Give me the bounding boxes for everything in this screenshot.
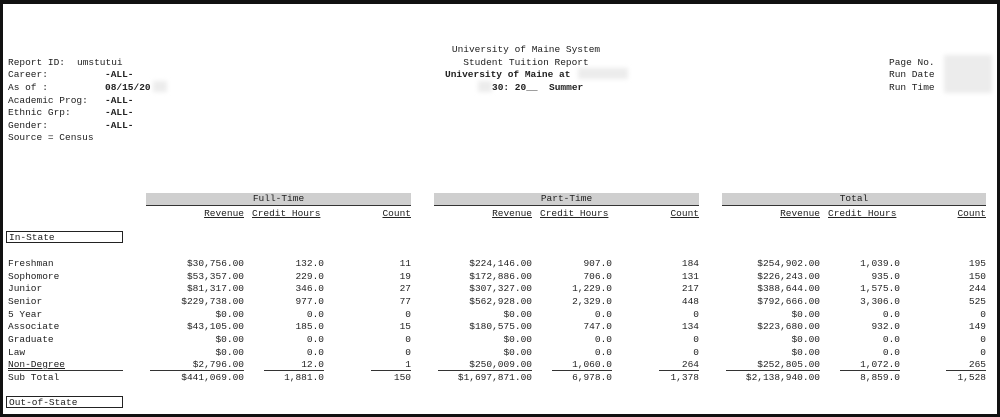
col-header-credit-hours: Credit Hours [252,208,321,219]
table-cell: $250,009.00 [469,359,532,370]
table-cell: 150 [968,271,986,282]
table-cell: 217 [681,283,699,294]
col-header-revenue: Revenue [492,208,532,219]
row-label: Sub Total [8,372,60,383]
as-of-label: As of : [8,82,48,93]
subtotal-rule [8,370,123,371]
table-cell: $0.00 [215,309,244,320]
table-cell: $2,796.00 [192,359,244,370]
table-cell: 0.0 [306,347,324,358]
term-redacted-mark: _ [526,82,532,93]
table-cell: $223,680.00 [757,321,820,332]
subtotal-rule [264,370,324,371]
term [492,82,583,93]
group-rule [434,205,699,206]
table-cell: 264 [681,359,699,370]
table-cell: 11 [399,258,411,269]
col-header-count: Count [382,208,411,219]
campus-name: University of Maine at [445,69,571,80]
table-cell: 0 [980,309,986,320]
run-time-label: Run Time [889,82,935,93]
report-id-label: Report ID: [8,57,66,68]
col-header-credit-hours: Credit Hours [540,208,609,219]
table-cell: 1,528 [957,372,986,383]
table-cell: 0.0 [882,347,900,358]
ethnic-label: Ethnic Grp: [8,107,71,118]
table-cell: 706.0 [583,271,612,282]
table-cell: $43,105.00 [186,321,244,332]
group-header-part-time: Part-Time [434,193,699,205]
table-cell: 1,060.0 [572,359,612,370]
table-cell: 1,575.0 [860,283,900,294]
redacted-campus [578,68,628,79]
row-label: Law [8,347,26,358]
subtotal-rule [659,370,699,371]
table-cell: $307,327.00 [469,283,532,294]
table-cell: 1,378 [670,372,699,383]
subtotal-rule [946,370,986,371]
subtotal-rule [150,370,244,371]
redacted-year [153,81,167,92]
table-cell: $0.00 [215,347,244,358]
term-season: Summer [549,82,584,93]
table-cell: $0.00 [503,334,532,345]
source-note: Source = Census [8,132,94,143]
table-cell: 132.0 [295,258,324,269]
table-cell: 265 [968,359,986,370]
table-cell: 229.0 [295,271,324,282]
table-cell: $0.00 [215,334,244,345]
table-cell: 0.0 [882,334,900,345]
table-cell: $2,138,940.00 [745,372,820,383]
row-label: Senior [8,296,43,307]
subtotal-rule [438,370,532,371]
table-cell: 0.0 [594,334,612,345]
table-cell: 195 [968,258,986,269]
report-title: Student Tuition Report [463,57,589,68]
table-cell: 1,039.0 [860,258,900,269]
table-cell: $254,902.00 [757,258,820,269]
table-cell: 184 [681,258,699,269]
table-cell: 8,859.0 [860,372,900,383]
acad-prog-value: -ALL- [105,95,134,106]
page-no-label: Page No. [889,57,935,68]
table-cell: $0.00 [503,347,532,358]
group-header-total: Total [722,193,986,205]
table-cell: 0 [980,334,986,345]
table-cell: 346.0 [295,283,324,294]
table-cell: $229,738.00 [181,296,244,307]
table-cell: 907.0 [583,258,612,269]
table-cell: 150 [393,372,411,383]
section-in-state: In-State [6,231,123,243]
report-id: umstutui [77,57,123,68]
col-header-credit-hours: Credit Hours [828,208,897,219]
row-label: Junior [8,283,43,294]
table-cell: 131 [681,271,699,282]
ethnic-value: -ALL- [105,107,134,118]
table-cell: 747.0 [583,321,612,332]
table-cell: 0.0 [306,309,324,320]
table-cell: $252,805.00 [757,359,820,370]
table-cell: $30,756.00 [186,258,244,269]
table-cell: $1,697,871.00 [457,372,532,383]
table-cell: 1 [405,359,411,370]
table-cell: 185.0 [295,321,324,332]
table-cell: 0 [405,347,411,358]
table-cell: $224,146.00 [469,258,532,269]
row-label: Freshman [8,258,54,269]
table-cell: $0.00 [503,309,532,320]
table-cell: 0 [980,347,986,358]
career-label: Career: [8,69,48,80]
row-label: Non-Degree [8,359,66,370]
table-cell: $562,928.00 [469,296,532,307]
table-cell: $0.00 [791,334,820,345]
table-cell: 932.0 [871,321,900,332]
table-cell: 1,881.0 [284,372,324,383]
term-code: 30: 20 [492,82,527,93]
gender-value: -ALL- [105,120,134,131]
table-cell: 1,229.0 [572,283,612,294]
table-cell: $53,357.00 [186,271,244,282]
redacted-term-code [478,81,492,92]
table-cell: $792,666.00 [757,296,820,307]
table-cell: 1,072.0 [860,359,900,370]
table-cell: 3,306.0 [860,296,900,307]
table-cell: $172,886.00 [469,271,532,282]
career-value: -ALL- [105,69,134,80]
table-cell: $441,069.00 [181,372,244,383]
col-header-revenue: Revenue [780,208,820,219]
table-cell: 27 [399,283,411,294]
row-label: 5 Year [8,309,43,320]
group-rule [146,205,411,206]
redacted-run-info [944,55,992,93]
row-label: Graduate [8,334,54,345]
as-of-value: 08/15/20 [105,82,151,93]
table-cell: $226,243.00 [757,271,820,282]
group-header-full-time: Full-Time [146,193,411,205]
table-cell: 448 [681,296,699,307]
table-cell: $81,317.00 [186,283,244,294]
group-rule [722,205,986,206]
row-label: Associate [8,321,60,332]
acad-prog-label: Academic Prog: [8,95,88,106]
table-cell: 977.0 [295,296,324,307]
table-cell: $388,644.00 [757,283,820,294]
table-cell: 0.0 [594,309,612,320]
subtotal-rule [840,370,900,371]
table-cell: 244 [968,283,986,294]
table-cell: 0.0 [306,334,324,345]
col-header-revenue: Revenue [204,208,244,219]
table-cell: $0.00 [791,309,820,320]
subtotal-rule [726,370,820,371]
table-cell: 2,329.0 [572,296,612,307]
table-cell: 0 [693,334,699,345]
table-cell: $180,575.00 [469,321,532,332]
col-header-count: Count [670,208,699,219]
term-redacted-mark: _ [531,82,538,93]
table-cell: 0.0 [594,347,612,358]
table-cell: 19 [399,271,411,282]
row-label: Sophomore [8,271,60,282]
col-header-count: Count [957,208,986,219]
gender-label: Gender: [8,120,48,131]
run-date-label: Run Date [889,69,935,80]
subtotal-rule [371,370,411,371]
table-cell: 12.0 [301,359,324,370]
table-cell: 0 [693,309,699,320]
subtotal-rule [552,370,612,371]
table-cell: 77 [399,296,411,307]
section-out-of-state: Out-of-State [6,396,123,408]
table-cell: 15 [399,321,411,332]
system-name: University of Maine System [451,44,601,55]
table-cell: 0 [405,334,411,345]
table-cell: 0 [405,309,411,320]
table-cell: 525 [968,296,986,307]
table-cell: 6,978.0 [572,372,612,383]
table-cell: 0.0 [882,309,900,320]
table-cell: $0.00 [791,347,820,358]
table-cell: 134 [681,321,699,332]
table-cell: 935.0 [871,271,900,282]
table-cell: 149 [968,321,986,332]
table-cell: 0 [693,347,699,358]
